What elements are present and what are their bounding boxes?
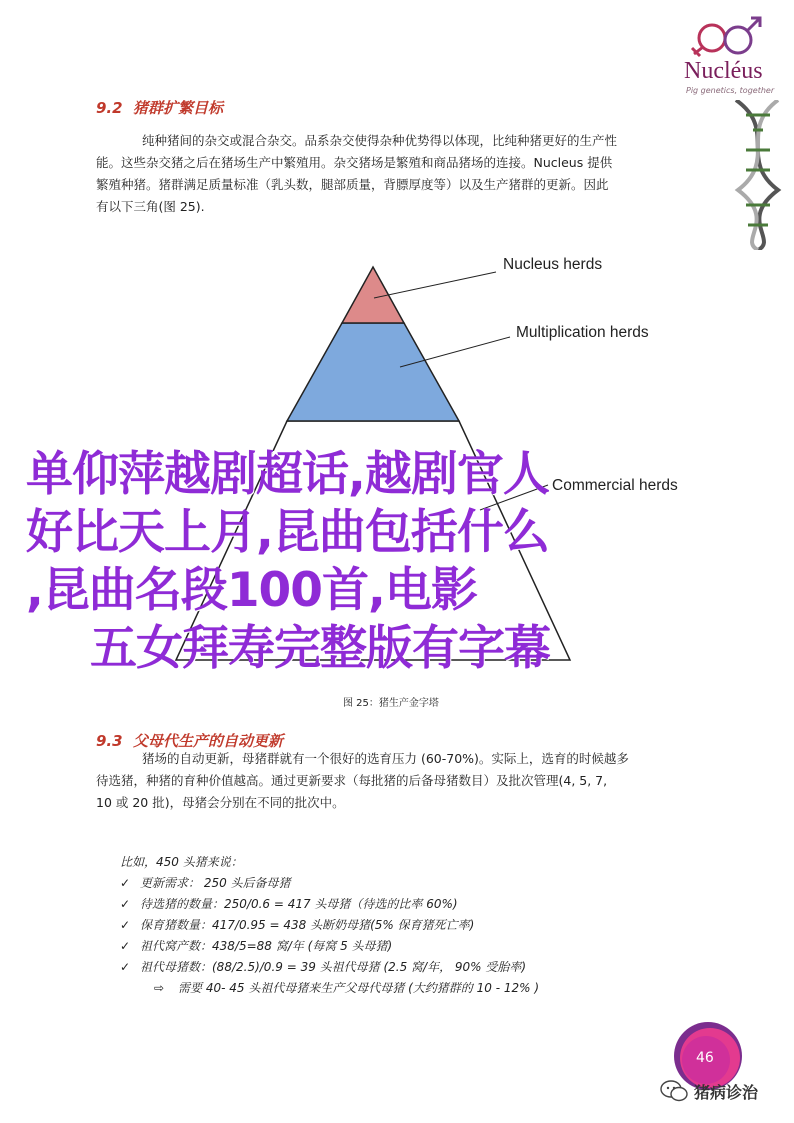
overlay-headline <box>26 446 550 678</box>
section-9-3-title: 9.3 父母代生产的自动更新 <box>96 732 284 750</box>
nucleus-logo <box>672 10 784 100</box>
section-9-2-body <box>96 130 617 218</box>
paragraph-line: 能。这些杂交猪之后在猪场生产中繁殖用。杂交猪场是繁殖和商品猪场的连接。Nucleus 提供 <box>96 155 613 170</box>
list-item: ✓ 祖代母猪数：(88/2.5)/0.9 = 39 头祖代母猪 (2.5 窝/年， 90% 受胎率) <box>120 957 539 978</box>
calc-result: ⇨ 需要 40- 45 头祖代母猪来生产父母代母猪 (大约猪群的 10 - 12% ) <box>120 978 539 999</box>
section-9-3-body <box>96 748 629 814</box>
logo-tagline: Pig genetics, together <box>686 86 775 95</box>
list-item: ✓ 待选猪的数量：250/0.6 = 417 头母猪（待选的比率 60%) <box>120 894 539 915</box>
list-item: ✓ 祖代窝产数：438/5=88 窝/年 (每窝 5 头母猪) <box>120 936 539 957</box>
label-commercial-herds: Commercial herds <box>552 477 678 494</box>
label-pointer-nucleus <box>374 272 496 298</box>
wechat-icon <box>660 1080 688 1102</box>
list-item: ✓ 更新需求： 250 头后备母猪 <box>120 873 539 894</box>
arrow-right-icon: ⇨ <box>154 981 165 995</box>
pyramid-tier-multiplication <box>287 323 459 421</box>
overlay-line: 五女拜寿完整版有字幕 <box>90 621 550 676</box>
paragraph-line: 10 或 20 批)，母猪会分别在不同的批次中。 <box>96 795 345 810</box>
section-9-2-title: 9.2 猪群扩繁目标 <box>96 99 224 117</box>
overlay-line: 单仰萍越剧超话,越剧官人 <box>26 447 549 502</box>
paragraph-line: 有以下三角(图 25). <box>96 199 205 214</box>
page-number: 46 <box>696 1050 714 1066</box>
calculation-list <box>120 852 539 999</box>
paragraph-line: 繁殖种猪。猪群满足质量标准（乳头数，腿部质量，背膘厚度等）以及生产猪群的更新。因此 <box>96 177 609 192</box>
figure-caption: 图 25：猪生产金字塔 <box>343 698 439 709</box>
check-icon: ✓ <box>120 876 131 890</box>
overlay-line: 好比天上月,昆曲包括什么 <box>26 505 549 560</box>
check-icon: ✓ <box>120 939 131 953</box>
check-icon: ✓ <box>120 960 131 974</box>
paragraph-line: 猪场的自动更新，母猪群就有一个很好的选育压力 (60-70%)。实际上，选育的时候越多 <box>142 751 629 766</box>
wechat-account-label: 猪病诊治 <box>694 1083 759 1102</box>
list-item: ✓ 保育猪数量：417/0.95 = 438 头断奶母猪(5% 保育猪死亡率) <box>120 915 539 936</box>
check-icon: ✓ <box>120 897 131 911</box>
calc-intro: 比如，450 头猪来说： <box>120 855 243 869</box>
logo-name: Nucléus <box>684 58 763 84</box>
label-multiplication-herds: Multiplication herds <box>516 324 649 341</box>
paragraph-line: 纯种猪间的杂交或混合杂交。品系杂交使得杂种优势得以体现，比纯种猪更好的生产性 <box>142 133 618 148</box>
pyramid-tier-nucleus <box>342 267 404 323</box>
check-icon: ✓ <box>120 918 131 932</box>
dna-helix-icon <box>728 100 788 250</box>
paragraph-line: 待选猪，种猪的育种价值越高。通过更新要求（每批猪的后备母猪数目）及批次管理(4, 5, 7, <box>96 773 608 788</box>
overlay-line: ,昆曲名段100首,电影 <box>26 563 477 618</box>
label-nucleus-herds: Nucleus herds <box>503 256 603 273</box>
